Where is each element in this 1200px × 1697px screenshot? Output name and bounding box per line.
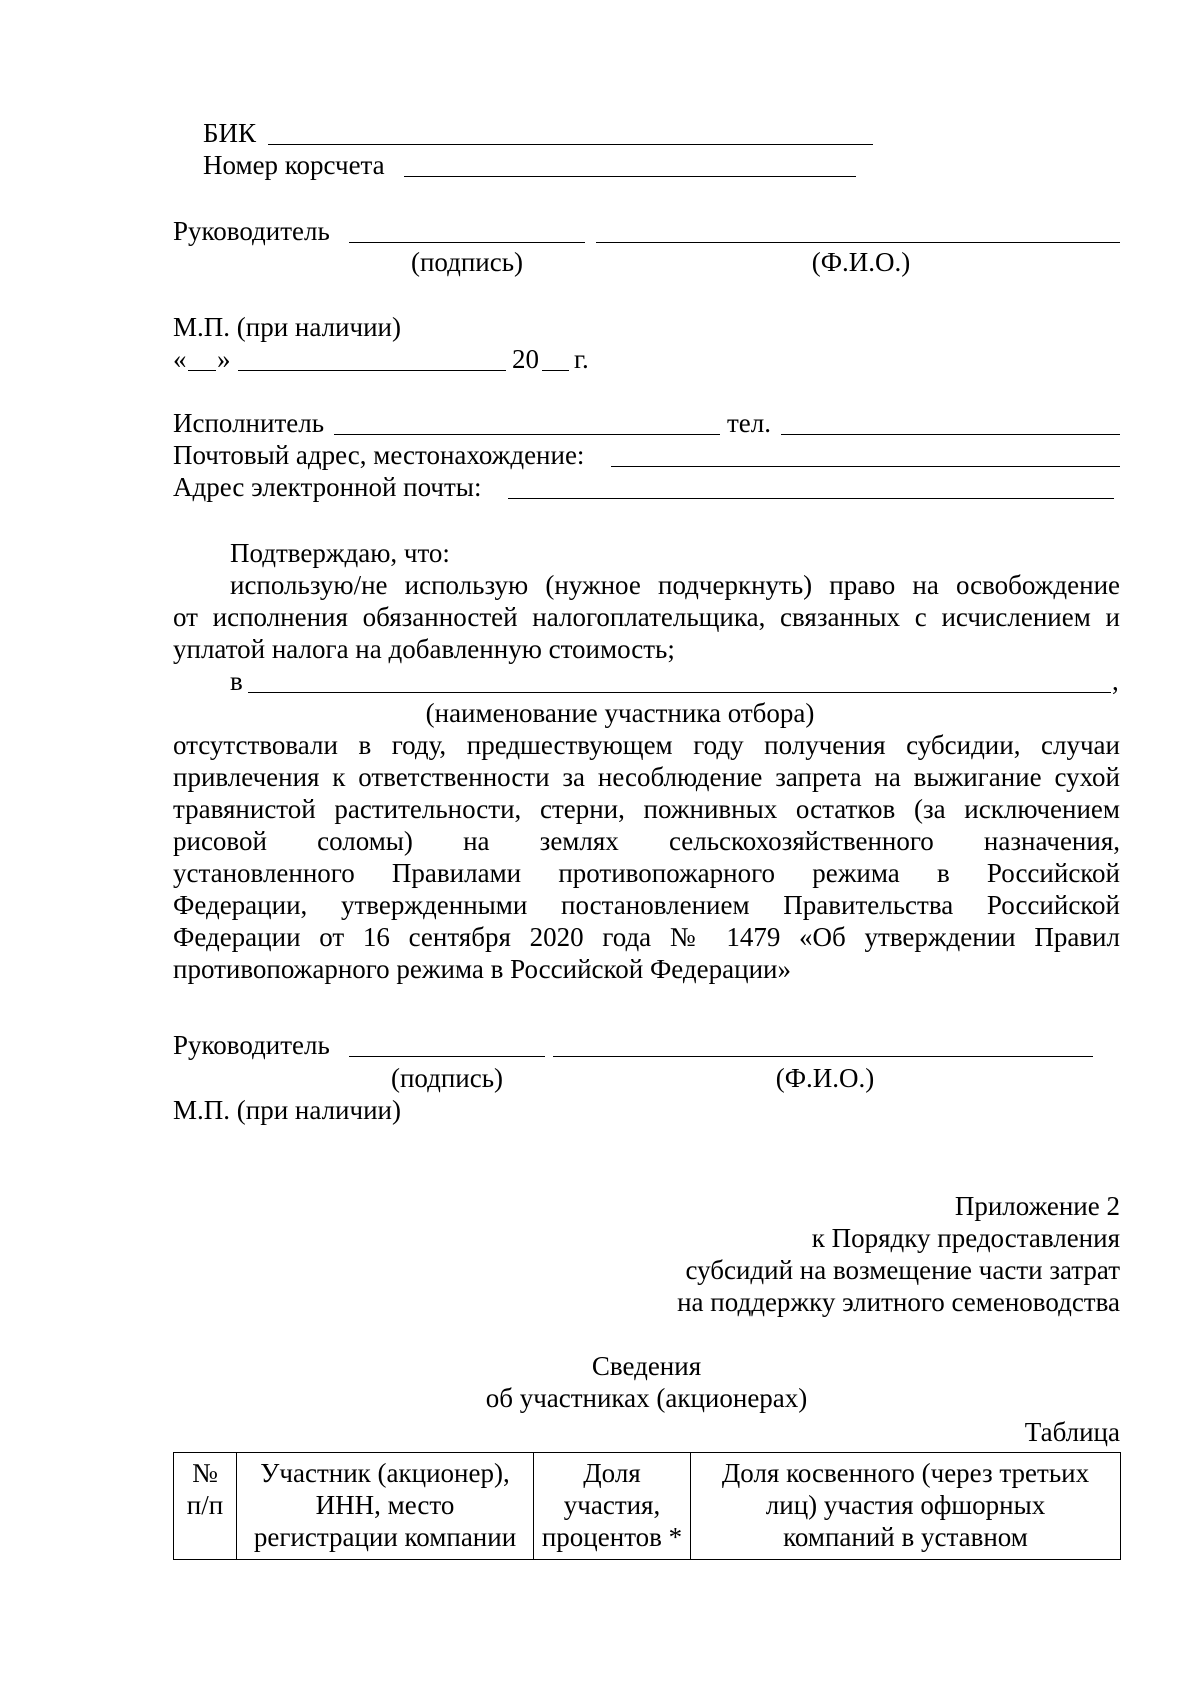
table-header-row (174, 1453, 1121, 1560)
in-comma: , (1112, 666, 1119, 696)
participant-name-field[interactable] (248, 692, 1111, 693)
header-share: Доля участия, процентов * (534, 1453, 691, 1560)
participants-table (173, 1452, 1121, 1560)
fio-caption-2: (Ф.И.О.) (775, 1063, 875, 1093)
fire-line-2: привлечения к ответственности за несоблюдение запрета на выжигание сухой (173, 762, 1120, 792)
table-label: Таблица (1024, 1417, 1120, 1447)
fire-line-5: установленного Правилами противопожарного режима в Российской (173, 858, 1120, 888)
date-day-field[interactable] (188, 370, 216, 371)
date-year-field[interactable] (542, 370, 569, 371)
fire-line-3: травянистой растительности, стерни, пожнивных остатков (за исключением (173, 794, 1120, 824)
phone-label: тел. (727, 408, 772, 438)
address-label: Почтовый адрес, местонахождение: (173, 440, 585, 470)
fio-caption: (Ф.И.О.) (811, 247, 911, 277)
corr-account-field[interactable] (404, 176, 856, 177)
executor-field[interactable] (334, 434, 720, 435)
appendix-line-1: Приложение 2 (954, 1191, 1120, 1221)
head-label-2: Руководитель (173, 1030, 330, 1060)
vat-line-1: использую/не использую (нужное подчеркнуть) право на освобождение (230, 570, 1120, 600)
fire-line-1: отсутствовали в году, предшествующем году получения субсидии, случаи (173, 730, 1120, 760)
head-fio-field[interactable] (596, 242, 1120, 243)
head-signature-field[interactable] (349, 242, 585, 243)
phone-field[interactable] (781, 434, 1120, 435)
header-number: № п/п (174, 1453, 237, 1560)
bik-label: БИК (203, 118, 257, 148)
fire-line-4: рисовой соломы) на землях сельскохозяйственного назначения, (173, 826, 1120, 856)
header-participant: Участник (акционер), ИНН, место регистрации компании (237, 1453, 534, 1560)
fire-line-7: Федерации от 16 сентября 2020 года № 1479 «Об утверждении Правил (173, 922, 1120, 952)
bik-field[interactable] (268, 144, 873, 145)
confirm-intro: Подтверждаю, что: (230, 538, 450, 568)
fire-line-6: Федерации, утвержденными постановлением Правительства Российской (173, 890, 1120, 920)
appendix-line-2: к Порядку предоставления (811, 1223, 1120, 1253)
appendix-line-4: на поддержку элитного семеноводства (677, 1287, 1120, 1317)
email-field[interactable] (508, 498, 1114, 499)
fire-line-8: противопожарного режима в Российской Федерации» (173, 954, 791, 984)
in-label: в (230, 666, 243, 696)
date-year-prefix: 20 (512, 344, 539, 374)
date-quote-open: « (173, 344, 187, 374)
corr-account-label: Номер корсчета (203, 150, 385, 180)
head-signature-field-2[interactable] (349, 1056, 545, 1057)
stamp-note-2: М.П. (при наличии) (173, 1095, 401, 1125)
executor-label: Исполнитель (173, 408, 325, 438)
date-quote-close: » (217, 344, 231, 374)
info-subtitle: об участниках (акционерах) (485, 1383, 808, 1413)
stamp-note: М.П. (при наличии) (173, 312, 401, 342)
address-field[interactable] (611, 466, 1120, 467)
head-label: Руководитель (173, 216, 330, 246)
participant-caption: (наименование участника отбора) (425, 698, 815, 728)
info-title: Сведения (591, 1351, 702, 1381)
date-year-suffix: г. (574, 344, 589, 374)
signature-caption: (подпись) (410, 247, 524, 277)
date-month-field[interactable] (238, 370, 506, 371)
vat-line-2: от исполнения обязанностей налогоплательщика, связанных с исчислением и (173, 602, 1120, 632)
head-fio-field-2[interactable] (553, 1056, 1093, 1057)
appendix-line-3: субсидий на возмещение части затрат (685, 1255, 1120, 1285)
vat-line-3: уплатой налога на добавленную стоимость; (173, 634, 675, 664)
signature-caption-2: (подпись) (390, 1063, 504, 1093)
header-offshore-share: Доля косвенного (через третьих лиц) участия офшорных компаний в уставном (691, 1453, 1121, 1560)
email-label: Адрес электронной почты: (173, 472, 482, 502)
